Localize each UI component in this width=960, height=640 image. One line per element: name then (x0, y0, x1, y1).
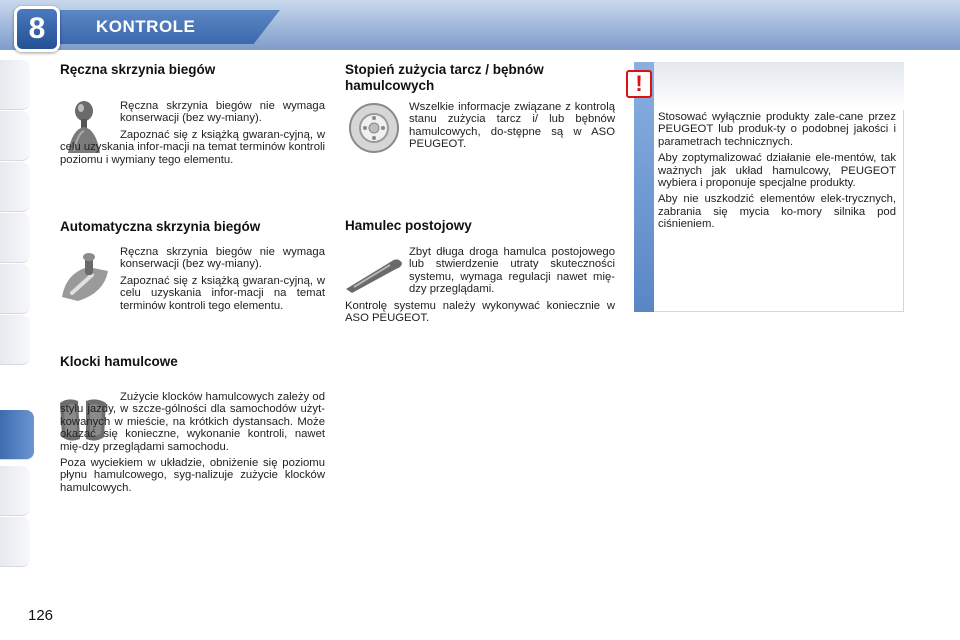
warning-p3: Aby nie uszkodzić elementów elek-trycznych, zabrania się mycia ko-mory silnika pod ciśnieniem. (658, 193, 896, 231)
side-tab-3[interactable] (0, 162, 30, 212)
auto-gearbox-title: Automatyczna skrzynia biegów (60, 219, 261, 234)
manual-gearbox-p2: Zapoznać się z książką gwaran-cyjną, w celu uzyskania infor-macji na temat terminów kontroli poziomu i wymiany tego elementu. (60, 128, 325, 166)
page-title: KONTROLE (96, 17, 196, 36)
side-tab-6[interactable] (0, 315, 30, 365)
side-tab-10[interactable] (0, 517, 30, 567)
brake-pads-text (60, 391, 325, 498)
brake-disc-icon (346, 100, 402, 156)
warning-exclamation-icon: ! (626, 70, 652, 98)
brake-pads-p1: Zużycie klocków hamulcowych zależy od stylu jazdy, w szcze-gólności dla samochodów użyt-kowanych w mieście, na krótkich dystansach. Może okazać się konieczne, wykonanie kontroli, nawet mię-dzy przeglądami samochodu. (60, 391, 325, 453)
chapter-side-tabs (0, 60, 34, 580)
chapter-number: 8 (28, 12, 46, 45)
chapter-badge (14, 6, 60, 52)
side-tab-1[interactable] (0, 60, 30, 110)
brake-pads-p2: Poza wyciekiem w układzie, obniżenie się poziomu płynu hamulcowego, syg-nalizuje zużycie klocków hamulcowych. (60, 457, 325, 494)
side-tab-2[interactable] (0, 111, 30, 161)
side-tab-9[interactable] (0, 466, 30, 516)
warning-panel-strip (634, 62, 654, 312)
manual-gearbox-p1: Ręczna skrzynia biegów nie wymaga konserwacji (bez wy-miany). (120, 100, 325, 125)
handbrake-text (345, 246, 615, 328)
auto-gearbox-p1: Ręczna skrzynia biegów nie wymaga konserwacji (bez wy-miany). (120, 246, 325, 271)
page-number: 126 (28, 607, 54, 624)
auto-gearbox-p2: Zapoznać się z książką gwaran-cyjną, w celu uzyskania infor-macji na temat terminów kontroli tego elementu. (120, 274, 325, 312)
brake-discs-title: Stopień zużycia tarcz / bębnów hamulcowych (345, 62, 544, 93)
handbrake-p1: Zbyt długa droga hamulca postojowego lub stwierdzenie utraty skuteczności systemu, wymaga regulacji nawet mię-dzy przeglądami. (409, 246, 615, 296)
manual-gearbox-text (60, 100, 325, 170)
side-tab-5[interactable] (0, 264, 30, 314)
handbrake-p2: Kontrolę systemu należy wykonywać koniecznie w ASO PEUGEOT. (345, 299, 615, 325)
auto-gearbox-text (60, 246, 325, 316)
warning-p2: Aby zoptymalizować działanie ele-mentów, tak ważnych jak układ hamulcowy, PEUGEOT wybiera i proponuje specjalne produkty. (658, 152, 896, 190)
side-tab-8-active[interactable] (0, 410, 34, 460)
warning-panel-header (654, 62, 904, 110)
side-tab-4[interactable] (0, 213, 30, 263)
warning-text (658, 111, 896, 235)
handbrake-title: Hamulec postojowy (345, 218, 472, 233)
warning-p1: Stosować wyłącznie produkty zale-cane przez PEUGEOT lub produk-ty o podobnej jakości i parametrach technicznych. (658, 111, 896, 148)
brake-pads-title: Klocki hamulcowe (60, 354, 178, 369)
manual-gearbox-title: Ręczna skrzynia biegów (60, 62, 216, 77)
brake-discs-text: Wszelkie informacje związane z kontrolą stanu zużycia tarcz i/ lub bębnów hamulcowych, do-stępne są w ASO PEUGEOT. (409, 101, 615, 151)
